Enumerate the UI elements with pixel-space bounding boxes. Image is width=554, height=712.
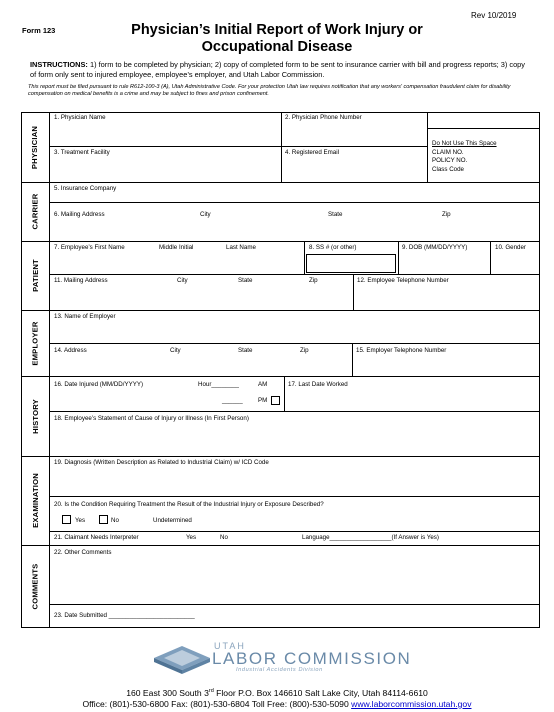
physician-name-field[interactable]: 1. Physician Name xyxy=(54,114,106,121)
ssn-input-box[interactable] xyxy=(306,254,396,273)
section-history: HISTORY xyxy=(30,398,40,434)
section-employer: EMPLOYER xyxy=(30,320,40,366)
field-divider xyxy=(49,274,540,275)
logo-subtitle-text: Industrial Accidents Division xyxy=(236,667,323,673)
section-separator xyxy=(21,182,540,183)
registered-email-field[interactable]: 4. Registered Email xyxy=(285,149,339,156)
carrier-city-label: City xyxy=(200,211,211,218)
field-divider xyxy=(427,128,540,129)
field-divider xyxy=(49,411,540,412)
no-checkbox[interactable] xyxy=(99,515,108,524)
employer-city-label: City xyxy=(170,347,181,354)
section-examination: EXAMINATION xyxy=(30,473,40,528)
claim-no-label: CLAIM NO. xyxy=(432,148,464,156)
last-name-label: Last Name xyxy=(226,244,256,251)
form-title-line1: Physician’s Initial Report of Work Injury or xyxy=(131,22,423,38)
field-divider xyxy=(49,496,540,497)
interpreter-label: 21. Claimant Needs Interpreter xyxy=(54,534,139,541)
employer-name-field[interactable]: 13. Name of Employer xyxy=(54,313,116,320)
logo-main-text: LABOR COMMISSION xyxy=(212,649,412,668)
field-divider xyxy=(490,241,491,274)
carrier-mailing-address-field[interactable]: 6. Mailing Address xyxy=(54,211,105,218)
other-comments-field[interactable]: 22. Other Comments xyxy=(54,549,112,556)
do-not-use-label: Do Not Use This Space xyxy=(432,140,497,147)
interpreter-no-option[interactable]: No xyxy=(220,534,228,541)
class-code-label: Class Code xyxy=(432,165,464,173)
footer-address-line: 160 East 300 South 3rd Floor P.O. Box 146610 Salt Lake City, Utah 84114-6610 xyxy=(126,687,428,698)
patient-mailing-address-field[interactable]: 11. Mailing Address xyxy=(54,277,108,284)
section-patient: PATIENT xyxy=(30,259,40,292)
labor-commission-logo-icon xyxy=(154,644,210,674)
form-number: Form 123 xyxy=(22,26,56,35)
website-link[interactable]: www.laborcommission.utah.gov xyxy=(351,698,472,709)
section-separator xyxy=(21,376,540,377)
carrier-state-label: State xyxy=(328,211,343,218)
language-field[interactable]: Language__________________(If Answer is Yes) xyxy=(302,534,439,541)
field-divider xyxy=(281,112,282,182)
form-title-line2: Occupational Disease xyxy=(201,39,353,55)
section-separator xyxy=(21,456,540,457)
field-divider xyxy=(352,343,353,376)
physician-phone-field[interactable]: 2. Physician Phone Number xyxy=(285,114,362,121)
am-label: AM xyxy=(258,381,268,388)
patient-state-label: State xyxy=(238,277,253,284)
insurance-company-field[interactable]: 5. Insurance Company xyxy=(54,185,117,192)
logo-utah-text: UTAH xyxy=(214,641,246,651)
employer-zip-label: Zip xyxy=(300,347,309,354)
gender-field[interactable]: 10. Gender xyxy=(495,244,526,251)
field-divider xyxy=(49,604,540,605)
employer-state-label: State xyxy=(238,347,253,354)
section-separator xyxy=(21,310,540,311)
instructions xyxy=(30,60,530,80)
yes-label: Yes xyxy=(75,517,86,524)
pm-checkbox[interactable] xyxy=(271,396,280,405)
field-divider xyxy=(304,241,305,274)
treatment-facility-field[interactable]: 3. Treatment Facility xyxy=(54,149,110,156)
employer-phone-field[interactable]: 15. Employer Telephone Number xyxy=(356,347,447,354)
instructions-text: 1) form to be completed by physician; 2) copy of completed form to be sent to insurance carrier with bill and progress reports; 3) copy of form only sent to injured employee, employee’s employer, and Utah Labor Commission. xyxy=(30,60,525,79)
field-divider xyxy=(49,202,540,203)
field-divider xyxy=(398,241,399,274)
employee-phone-field[interactable]: 12. Employee Telephone Number xyxy=(357,277,449,284)
section-physician: PHYSICIAN xyxy=(30,125,40,169)
hour-blank: ______ xyxy=(222,397,243,404)
footer-address-block xyxy=(0,686,554,710)
legal-notice: This report must be filed pursuant to rule R612-100-3 (A), Utah Administrative Code. For your protection Utah law requires notification that any workers' compensation fraudulent claim for disability compensation on medical benefits is a crime and may be subject to fines and prison confinement. xyxy=(28,84,511,97)
field-divider xyxy=(353,274,354,310)
hour-field[interactable]: Hour________ xyxy=(198,381,239,388)
section-separator xyxy=(21,545,540,546)
carrier-zip-label: Zip xyxy=(442,211,451,218)
yes-checkbox[interactable] xyxy=(62,515,71,524)
interpreter-yes-option[interactable]: Yes xyxy=(186,534,197,541)
field-divider xyxy=(49,531,540,532)
policy-no-label: POLICY NO. xyxy=(432,157,468,164)
field-divider xyxy=(49,343,540,344)
patient-zip-label: Zip xyxy=(309,277,318,284)
revision-date: Rev 10/2019 xyxy=(471,11,517,20)
dob-field[interactable]: 9. DOB (MM/DD/YYYY) xyxy=(402,244,468,251)
footer-contact-line: Office: (801)-530-6800 Fax: (801)-530-6804 Toll Free: (800)-530-5090 www.laborcommission.utah.gov xyxy=(82,698,472,709)
diagnosis-field[interactable]: 19. Diagnosis (Written Description as Related to Industrial Claim) w/ ICD Code xyxy=(54,459,269,466)
field-divider xyxy=(284,376,285,411)
last-date-worked-field[interactable]: 17. Last Date Worked xyxy=(288,381,348,388)
injury-statement-field[interactable]: 18. Employee’s Statement of Cause of Injury or Illness (In First Person) xyxy=(54,415,249,422)
office-use-block xyxy=(432,140,497,174)
field-divider xyxy=(49,146,427,147)
employer-address-field[interactable]: 14. Address xyxy=(54,347,87,354)
ssn-label: 8. SS # (or other) xyxy=(309,244,357,251)
no-label: No xyxy=(111,517,119,524)
patient-city-label: City xyxy=(177,277,188,284)
section-separator xyxy=(21,241,540,242)
section-divider xyxy=(49,112,50,628)
employee-first-name-field[interactable]: 7. Employee’s First Name xyxy=(54,244,125,251)
section-carrier: CARRIER xyxy=(30,193,40,230)
pm-label: PM xyxy=(258,397,268,404)
date-injured-field[interactable]: 16. Date Injured (MM/DD/YYYY) xyxy=(54,381,144,388)
undetermined-option[interactable]: Undetermined xyxy=(153,517,192,524)
middle-initial-label: Middle Initial xyxy=(159,244,194,251)
section-comments: COMMENTS xyxy=(30,563,40,610)
field-divider xyxy=(427,112,428,182)
condition-question-label: 20. Is the Condition Requiring Treatment the Result of the Industrial Injury or Exposure Described? xyxy=(54,501,324,508)
instructions-label: INSTRUCTIONS: xyxy=(30,60,88,69)
date-submitted-field[interactable]: 23. Date Submitted _________________________ xyxy=(54,612,195,619)
form-title xyxy=(0,22,554,56)
